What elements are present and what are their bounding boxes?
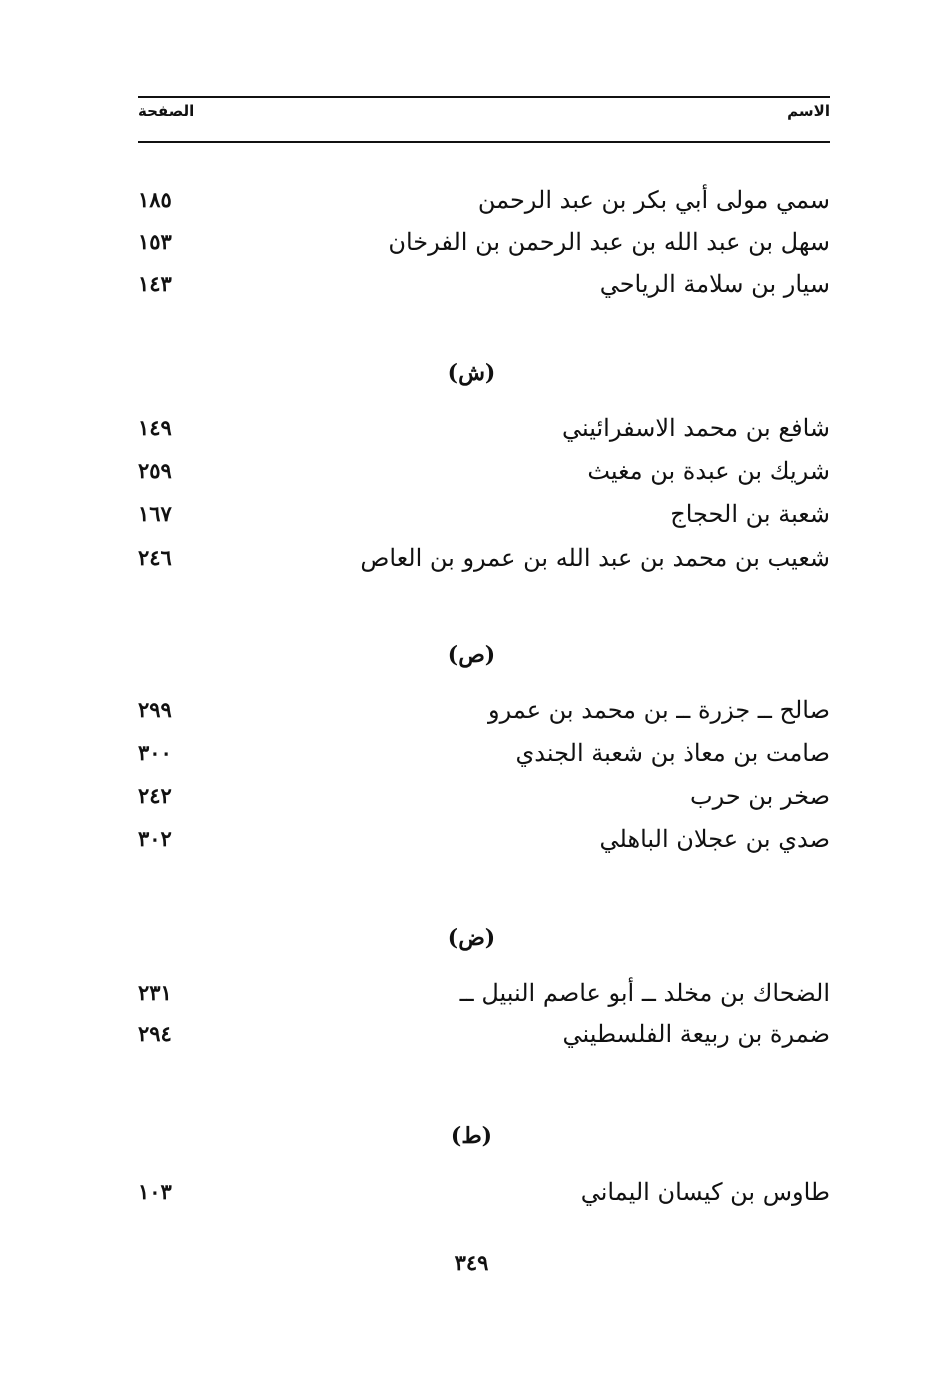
index-entry xyxy=(138,494,830,534)
section-letter-dad: (ض) xyxy=(447,925,496,951)
entry-name: شريك بن عبدة بن مغيث xyxy=(587,457,830,485)
index-entry xyxy=(138,451,830,491)
entry-name: شافع بن محمد الاسفرائيني xyxy=(561,414,830,442)
entry-page: ٢٩٩ xyxy=(138,697,172,722)
entry-name: سهل بن عبد الله بن عبد الرحمن بن الفرخان xyxy=(388,228,830,256)
index-entry xyxy=(138,408,830,448)
section-letter-sheen: (ش) xyxy=(447,360,496,386)
entry-name: صالح ــ جزرة ــ بن محمد بن عمرو xyxy=(487,696,830,724)
index-entry xyxy=(138,264,830,304)
index-entry xyxy=(138,538,830,578)
section-letter-taa: (ط) xyxy=(450,1123,493,1149)
entry-page: ٢٤٦ xyxy=(138,545,172,570)
entry-name: الضحاك بن مخلد ــ أبو عاصم النبيل ــ xyxy=(459,979,830,1007)
section-letter-sad: (ص) xyxy=(447,642,496,668)
entry-page: ٢٣١ xyxy=(138,980,172,1005)
entry-page: ٣٠٢ xyxy=(138,826,172,851)
entry-page: ١٨٥ xyxy=(138,187,172,212)
entry-name: سيار بن سلامة الرياحي xyxy=(599,270,830,298)
name-column-header: الاسم xyxy=(787,102,830,120)
entry-page: ١٦٧ xyxy=(138,501,172,526)
entry-page: ١٥٣ xyxy=(138,229,172,254)
entry-page: ٢٥٩ xyxy=(138,458,172,483)
entry-name: سمي مولى أبي بكر بن عبد الرحمن xyxy=(477,186,830,214)
index-entry xyxy=(138,973,830,1013)
entry-page: ١٠٣ xyxy=(138,1179,172,1204)
index-entry xyxy=(138,1014,830,1054)
entry-name: صدي بن عجلان الباهلي xyxy=(599,825,830,853)
entry-page: ٢٩٤ xyxy=(138,1021,172,1046)
index-entry xyxy=(138,690,830,730)
entry-name: شعبة بن الحجاج xyxy=(670,500,830,528)
header-top-rule xyxy=(138,96,830,98)
entry-name: صخر بن حرب xyxy=(690,782,830,810)
index-entry xyxy=(138,733,830,773)
entry-name: ضمرة بن ربيعة الفلسطيني xyxy=(562,1020,830,1048)
page-number: ٣٤٩ xyxy=(454,1250,489,1275)
entry-page: ٢٤٢ xyxy=(138,783,172,808)
index-entry xyxy=(138,180,830,220)
entry-name: صامت بن معاذ بن شعبة الجندي xyxy=(515,739,830,767)
entry-name: شعيب بن محمد بن عبد الله بن عمرو بن العاص xyxy=(360,544,830,572)
index-entry xyxy=(138,776,830,816)
entry-page: ١٤٩ xyxy=(138,415,172,440)
entry-name: طاوس بن كيسان اليماني xyxy=(580,1178,830,1206)
index-entry xyxy=(138,222,830,262)
header-bottom-rule xyxy=(138,141,830,143)
entry-page: ٣٠٠ xyxy=(138,740,172,765)
entry-page: ١٤٣ xyxy=(138,271,172,296)
index-entry xyxy=(138,1172,830,1212)
page-column-header: الصفحة xyxy=(138,102,195,120)
index-entry xyxy=(138,819,830,859)
